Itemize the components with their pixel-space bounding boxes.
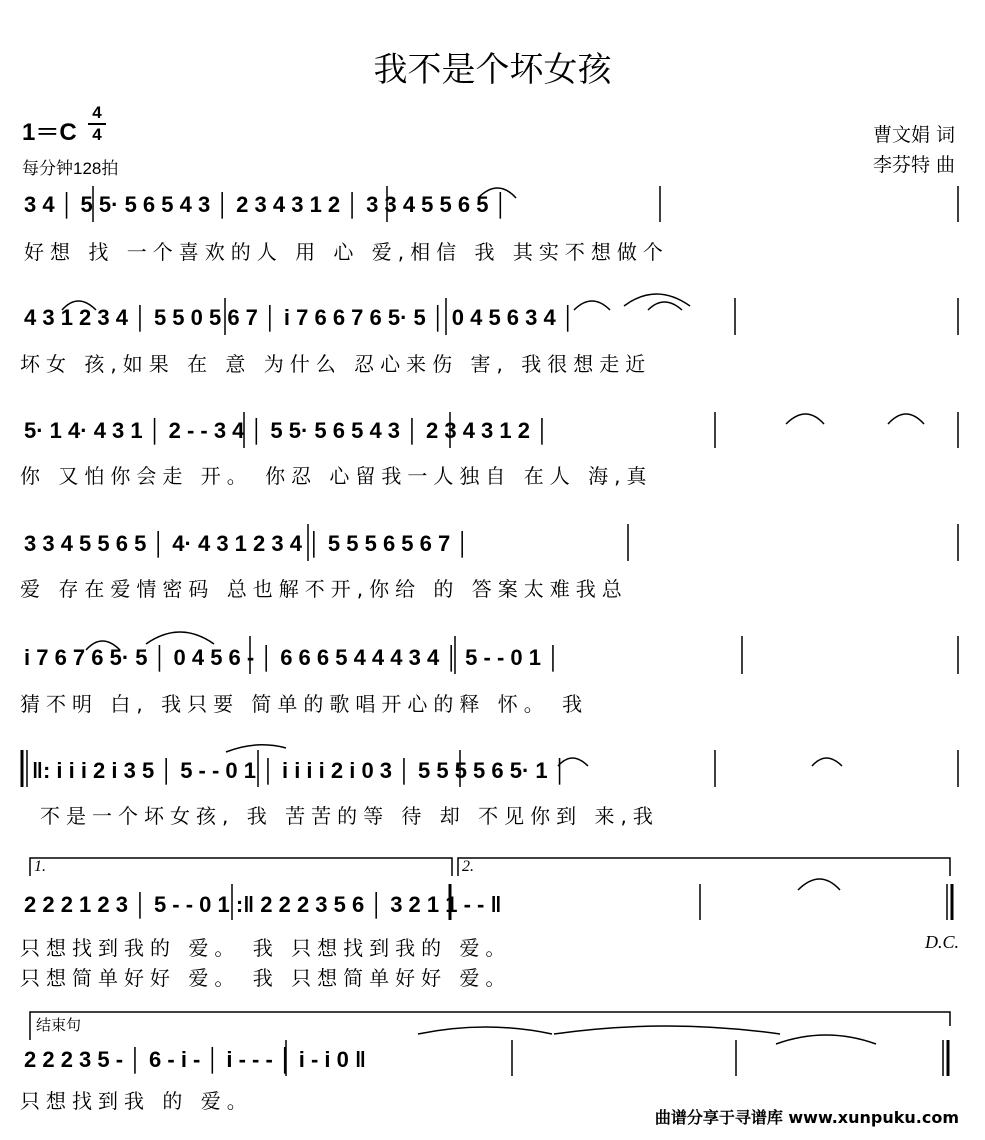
notes-line-7: 2 2 2 1 2 3 │ 5 - - 0 1 :‖ 2 2 2 3 5 6 │ 3 2 1 1 - - ‖ — [24, 892, 502, 917]
lyrics-line-7b: 只想简单好好 爱。 我 只想简单好好 爱。 — [20, 966, 512, 990]
lyrics-line-3: 你 又怕你会走 开。 你忍 心留我一人独自 在人 海,真 — [20, 464, 653, 488]
da-capo-marking: D.C. — [924, 932, 959, 952]
time-signature-top: 4 — [92, 103, 102, 122]
notes-line-2: 4 3 1 2 3 4 │ 5 5 0 5 6 7 │ i 7 6 6 7 6 5· 5 │ 0 4 5 6 3 4 │ — [24, 305, 576, 330]
notes-line-8: 2 2 2 3 5 - │ 6 - i - │ i - - - │ i - i 0 ‖ — [24, 1047, 366, 1072]
site-footer: 曲谱分享于寻谱库 www.xunpuku.com — [654, 1108, 959, 1127]
lyrics-line-4: 爱 存在爱情密码 总也解不开,你给 的 答案太难我总 — [20, 577, 628, 601]
lyrics-line-5: 猜不明 白, 我只要 简单的歌唱开心的释 怀。 我 — [20, 692, 589, 716]
notes-line-5: i 7 6 7 6 5· 5 │ 0 4 5 6 - │ 6 6 6 5 4 4 4 3 4 │ 5 - - 0 1 │ — [24, 645, 561, 670]
tempo-marking: 每分钟128拍 — [22, 159, 119, 178]
volta-first-label: 1. — [34, 858, 46, 875]
time-signature-bottom: 4 — [92, 125, 102, 144]
page-title: 我不是个坏女孩 — [373, 50, 612, 90]
volta-second-label: 2. — [462, 858, 474, 875]
lyrics-line-7a: 只想找到我的 爱。 我 只想找到我的 爱。 — [20, 936, 512, 960]
notes-line-6: ‖: i i i 2 i 3 5 │ 5 - - 0 1 │ i i i i 2 i 0 3 │ 5 5 5 5 6 5· 1 │ — [32, 758, 568, 783]
lyricist-credit: 曹文娟 词 — [872, 124, 955, 146]
lyrics-line-1: 好想 找 一个喜欢的人 用 心 爱,相信 我 其实不想做个 — [24, 240, 669, 264]
lyrics-line-6: 不是一个坏女孩, 我 苦苦的等 待 却 不见你到 来,我 — [40, 804, 659, 828]
composer-credit: 李芬特 曲 — [872, 154, 955, 176]
ending-label: 结束句 — [36, 1016, 82, 1034]
notes-line-3: 5· 1 4· 4 3 1 │ 2 - - 3 4 │ 5 5· 5 6 5 4 3 │ 2 3 4 3 1 2 │ — [24, 418, 550, 443]
lyrics-line-2: 坏女 孩,如果 在 意 为什么 忍心来伤 害, 我很想走近 — [20, 352, 652, 376]
notes-line-1: 3 4 │ 5 5· 5 6 5 4 3 │ 2 3 4 3 1 2 │ 3 3 4 5 5 6 5 │ — [24, 192, 509, 217]
lyrics-line-8: 只想找到我 的 爱。 — [20, 1089, 253, 1113]
notes-line-4: 3 3 4 5 5 6 5 │ 4· 4 3 1 2 3 4 │ 5 5 5 6 5 6 7 │ — [24, 531, 471, 556]
key-signature: 1＝C — [22, 119, 77, 146]
